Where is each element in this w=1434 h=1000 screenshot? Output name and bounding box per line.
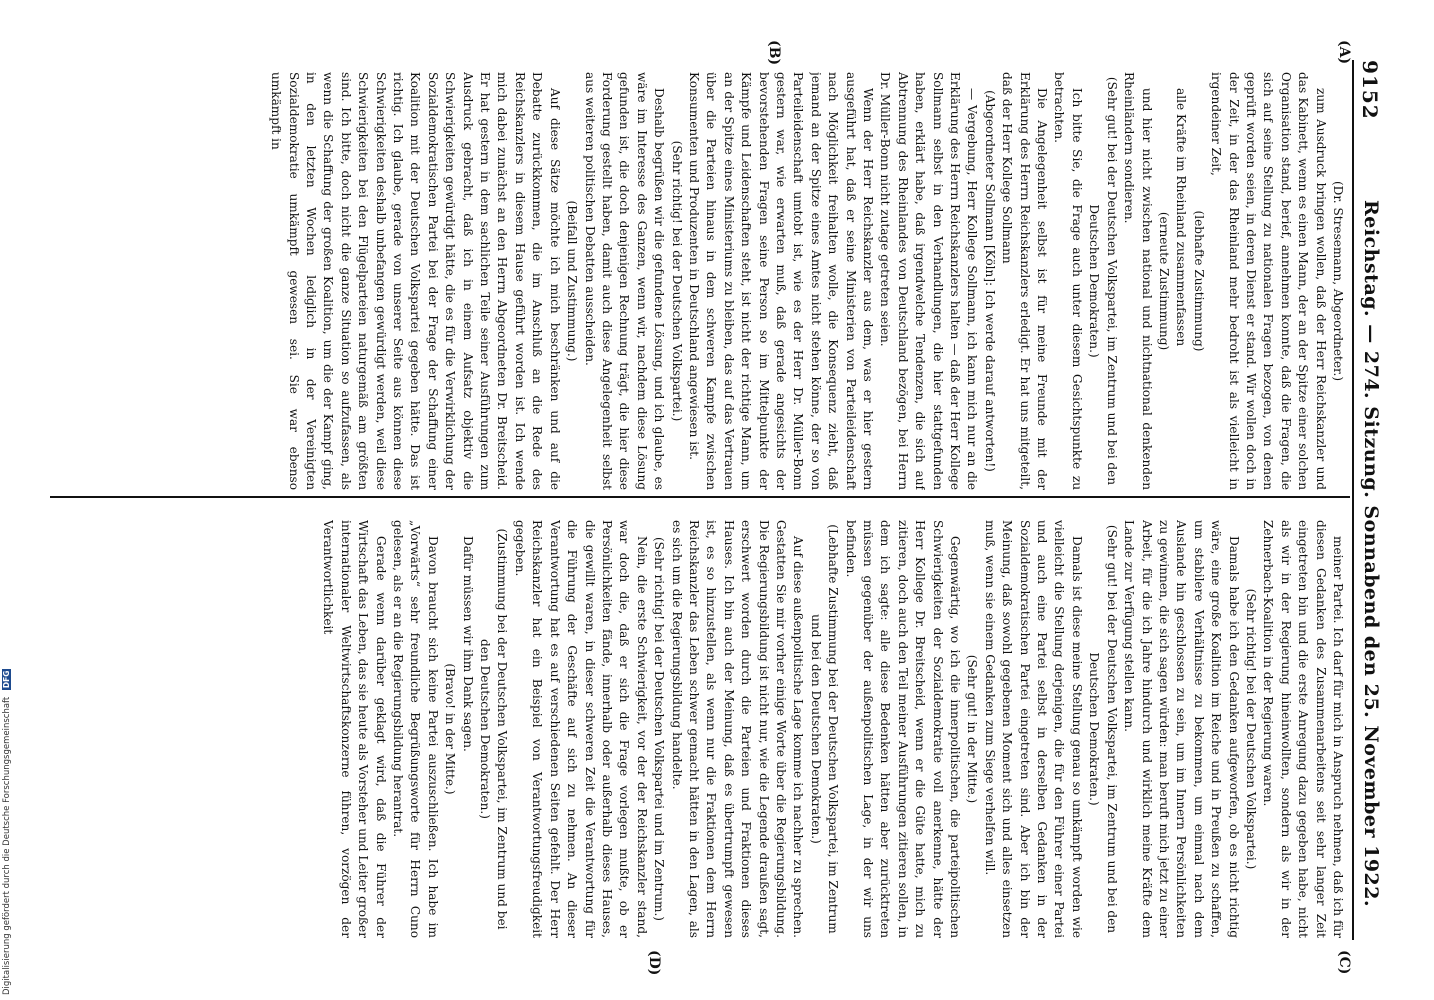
paragraph: (Sehr gut! bei der Deutschen Volkspartei, im Zentrum und bei den Deutschen Demokraten.) [1087, 524, 1119, 934]
paragraph: und hier nicht zwischen national und nichtnational denkenden Rheinländern sondieren. [1122, 72, 1154, 490]
dfg-logo: DFG [2, 670, 11, 689]
paragraph: zum Ausdruck bringen wollen, daß der Herr Reichskanzler und das Kabinett, wenn es einen Mann, der an der Spitze einer solchen Organisation stand, berief, annehmen konnte, daß die Fragen, die sich auf seine Stellung zu nationalen Fragen bezogen, von denen geprüft worden seien, in deren Dienst er stand. Wir wollen doch in der Zeit, in der das Rheinland mehr bedroht ist als vielleicht in irgendeiner Zeit, [1209, 72, 1328, 490]
column-divider [50, 496, 1350, 498]
footer [2, 0, 16, 995]
margin-mark-b: (B) [766, 40, 782, 66]
paragraph: (lebhafte Zustimmung) [1191, 210, 1206, 352]
paragraph: (Sehr richtig! bei der Deutschen Volkspartei und im Zentrum.) [652, 536, 667, 922]
paragraph: (Sehr richtig! bei der Deutschen Volkspartei.) [669, 140, 684, 422]
paragraph: (Sehr gut! bei der Deutschen Volkspartei, im Zentrum und bei den Deutschen Demokraten.) [1087, 76, 1119, 486]
paragraph: Wenn der Herr Reichskanzler aus dem, was er hier gestern ausgeführt hat, daß er seine Ministerien von Parteileidenschaft nach Möglichkeit freihalten wolle, die Konsequenz zieht, daß jemand an der Spitze eines Amtes nicht stehen könne, der so von Parteileidenschaft umtobt ist, wie es der Herr Dr. Müller-Bonn gestern war, wie erwarten muß, daß gerade angesichts der bevorstehenden Fragen seine Person so im Mittelpunkte der Kämpfe und Leidenschaften steht, ist nicht der richtige Mann, um an der Spitze eines Ministeriums zu bleiben, das auf das Vertrauen über die Parteien hinaus in dem schweren Kampfe zwischen Konsumenten und Produzenten in Deutschland angewiesen ist. [686, 72, 876, 490]
paragraph: Ich bitte Sie, die Frage auch unter diesem Gesichtspunkte zu betrachten. [1052, 72, 1084, 490]
paragraph: alle Kräfte im Rheinland zusammenfassen [1174, 88, 1189, 347]
paragraph: meiner Partei. Ich darf für mich in Anspruch nehmen, daß ich für diesen Gedanken des Zusammenarbeitens seit sehr langer Zeit eingetreten bin und die erste Anregung dazu gegeben habe, nicht als wir in der Regierung hineinwollten, sondern als wir in der Zehnerbach-Koalition in der Regierung waren. [1261, 520, 1345, 938]
paragraph: (Sehr gut! in der Mitte.) [965, 654, 980, 804]
right-column [46, 520, 1346, 938]
paragraph: Auf diese außenpolitische Lage komme ich nachher zu sprechen. Gestatten Sie mir vorher einige Worte über die Regierungsbildung. Die Regierungsbildung ist nicht nur, wie die Legende draußen sagt, erschwert worden durch die Parteien und Fraktionen dieses Hauses. Ich bin auch der Meinung, daß es übertrumpft gewesen ist, es so hinzustellen, als wenn nur die Fraktionen dem Herrn Reichskanzler das Leben schwer gemacht hätten in den Lagen, als es sich um die Regierungsbildung handelte. [669, 520, 806, 938]
paragraph: (Zustimmung bei der Deutschen Volkspartei, im Zentrum und bei den Deutschen Demokraten.) [478, 528, 510, 930]
paragraph: Damals ist diese meine Stellung genau so umkämpft worden wie vielleicht die Stellung derjenigen, die für den Führer einer Partei und auch eine Partei selbst in derselben Gedanken in der Sozialdemokratischen Partei eingetreten sind. Aber ich bin der Meinung, daß sowohl gegebenen Moment sich und alles einsetzen muß, wenn sie einem Gedanken zum Siege verhelfen will. [982, 520, 1084, 938]
paragraph: Gerade wenn darüber geklagt wird, daß die Führer der Wirtschaft das Leben, das sie heute als Vorsteher und Leiter großer internationaler Weltwirtschaftskonzerne führen, vorzögen der Verantwortlichkeit [321, 520, 388, 938]
paragraph: Damals habe ich den Gedanken aufgeworfen, ob es nicht richtig wäre, eine große Koalition im Reiche und in Preußen zu schaffen, um stabilere Verhältnisse zu bekommen, um einmal nach dem Auslande hin geschlossen zu sein, um im Innern Persönlichkeiten zu gewinnen, die sich sagen würden: man beruft mich jetzt zu einer Arbeit, für die ich Jahre hindurch und wirklich meine Kräfte dem Lande zur Verfügung stellen kann. [1122, 520, 1241, 938]
digitization-note [2, 0, 16, 995]
margin-mark-a: (A) [1336, 40, 1352, 65]
page-header [1352, 60, 1384, 940]
scanned-page [2, 0, 1392, 1000]
paragraph: Dafür müssen wir ihm Dank sagen. [460, 536, 475, 752]
paragraph: Auf diese Sätze möchte ich mich beschränken und auf die Debatte zurückkommen, die im Anschluß an die Rede des Reichskanzlers in diesem Hause geführt worden ist. Ich wende mich dabei zunächst an den Herrn Abgeordneten Dr. Breitscheid. Er hat gestern in dem sachlichen Teile seiner Ausführungen zum Ausdruck gebracht, daß ich in einem Aufsatz objektiv die Schwierigkeiten gewürdigt hätte, die es für die Verwirklichung der Sozialdemokratischen Partei bei der Frage der Schaffung einer Koalition mit der Deutschen Volkspartei gegeben hätte. Das ist richtig. Ich glaube, gerade von unserer Seite aus können diese Schwierigkeiten deshalb unbefangen gewürdigt werden, weil diese Schwierigkeiten bei den Flügelparteien naturgemäß am größten sind. Ich bitte, doch nicht die ganze Situation so aufzufassen, als wenn die Schaffung der großen Koalition, um die der Kampf ging, in den letzten Wochen lediglich in der Vereinigten Sozialdemokratie umkämpft gewesen sei. Sie war ebenso umkämpft in [269, 72, 562, 490]
paragraph: Nein, die erste Schwierigkeit, vor der der Reichskanzler stand, war doch die, daß er sich die Frage vorlegen mußte, ob er Persönlichkeiten fände, innerhalb oder außerhalb dieses Hauses, die gewillt waren, in dieser schweren Zeit die Verantwortung für die Führung der Geschäfte auf sich zu nehmen. An dieser Verantwortung hat es auf verschiedenen Seiten gefehlt. Der Herr Reichskanzler hat ein Beispiel von Verantwortungsfreudigkeit gegeben. [512, 520, 649, 938]
margin-mark-c: (C) [1336, 950, 1352, 975]
paragraph: (Bravo! in der Mitte.) [443, 663, 458, 795]
paragraph: (Abgeordneter Sollmann [Köln]: Ich werde darauf antworten!) [982, 90, 997, 472]
digitization-text: Digitalisierung gefördert durch die Deutsche Forschungsgemeinschaft [2, 696, 12, 995]
paragraph: (Dr. Stresemann, Abgeordneter.) [1331, 180, 1345, 382]
paragraph: (Sehr richtig! bei der Deutschen Volkspartei.) [1243, 588, 1258, 870]
paragraph: Davon braucht sich keine Partei auszuschließen. Ich habe im „Vorwärts“ sehr freundliche Begrüßungsworte für Herrn Cuno gelesen, als er an die Regierungsbildung herantrat. [391, 520, 440, 938]
paragraph: (Beifall und Zustimmung.) [565, 200, 580, 362]
paragraph: — Vergebung, Herr Kollege Sollmann, ich kann mich nur an die Erklärung des Herrn Reichskanzlers halten — daß der Herr Kollege Sollmann selbst in den Verhandlungen, die hier stattgefunden haben, erklärt habe, daß irgendwelche Tendenzen, die sich auf Abtrennung des Rheinlandes von Deutschland bezögen, bei Herrn Dr. Müller-Bonn nicht zutage getreten seien. [878, 72, 980, 490]
left-column [46, 72, 1346, 490]
running-title: Reichstag. — 274. Sitzung. Sonnabend den 25. November 1922. [1360, 200, 1382, 908]
page-number: 9152 [1358, 60, 1382, 120]
paragraph: Gegenwärtig, wo ich die innerpolitischen, die parteipolitischen Schwierigkeiten der Sozialdemokratie voll anerkenne, hätte der Herr Kollege Dr. Breitscheid, wenn er die Güte hatte, mich zu zitieren, doch auch den Teil meiner Ausführungen zitieren sollen, in dem ich sagte: alle diese Bedenken hätten aber zurücktreten müssen gegenüber der außenpolitischen Lage, in der wir uns befinden. [843, 520, 963, 938]
paragraph: (Lebhafte Zustimmung bei der Deutschen Volkspartei, im Zentrum und bei den Deutschen Demokraten.) [808, 524, 841, 934]
margin-mark-d: (D) [646, 950, 662, 976]
paragraph: Deshalb begrüßen wir die gefundene Lösung, und ich glaube, es wäre im Interesse des Ganzen, wenn wir, nachdem diese Lösung gefunden ist, die doch denjenigen Rechnung trägt, die hier diese Forderung gestellt haben, damit auch diese Angelegenheit selbst aus weiteren politischen Debatten ausscheiden. [582, 72, 667, 490]
paragraph: (erneute Zustimmung) [1156, 211, 1171, 351]
paragraph: Die Angelegenheit selbst ist für meine Freunde mit der Erklärung des Herrn Reichskanzlers erledigt. Er hat uns mitgeteilt, daß der Herr Kollege Sollmann [1000, 72, 1050, 490]
